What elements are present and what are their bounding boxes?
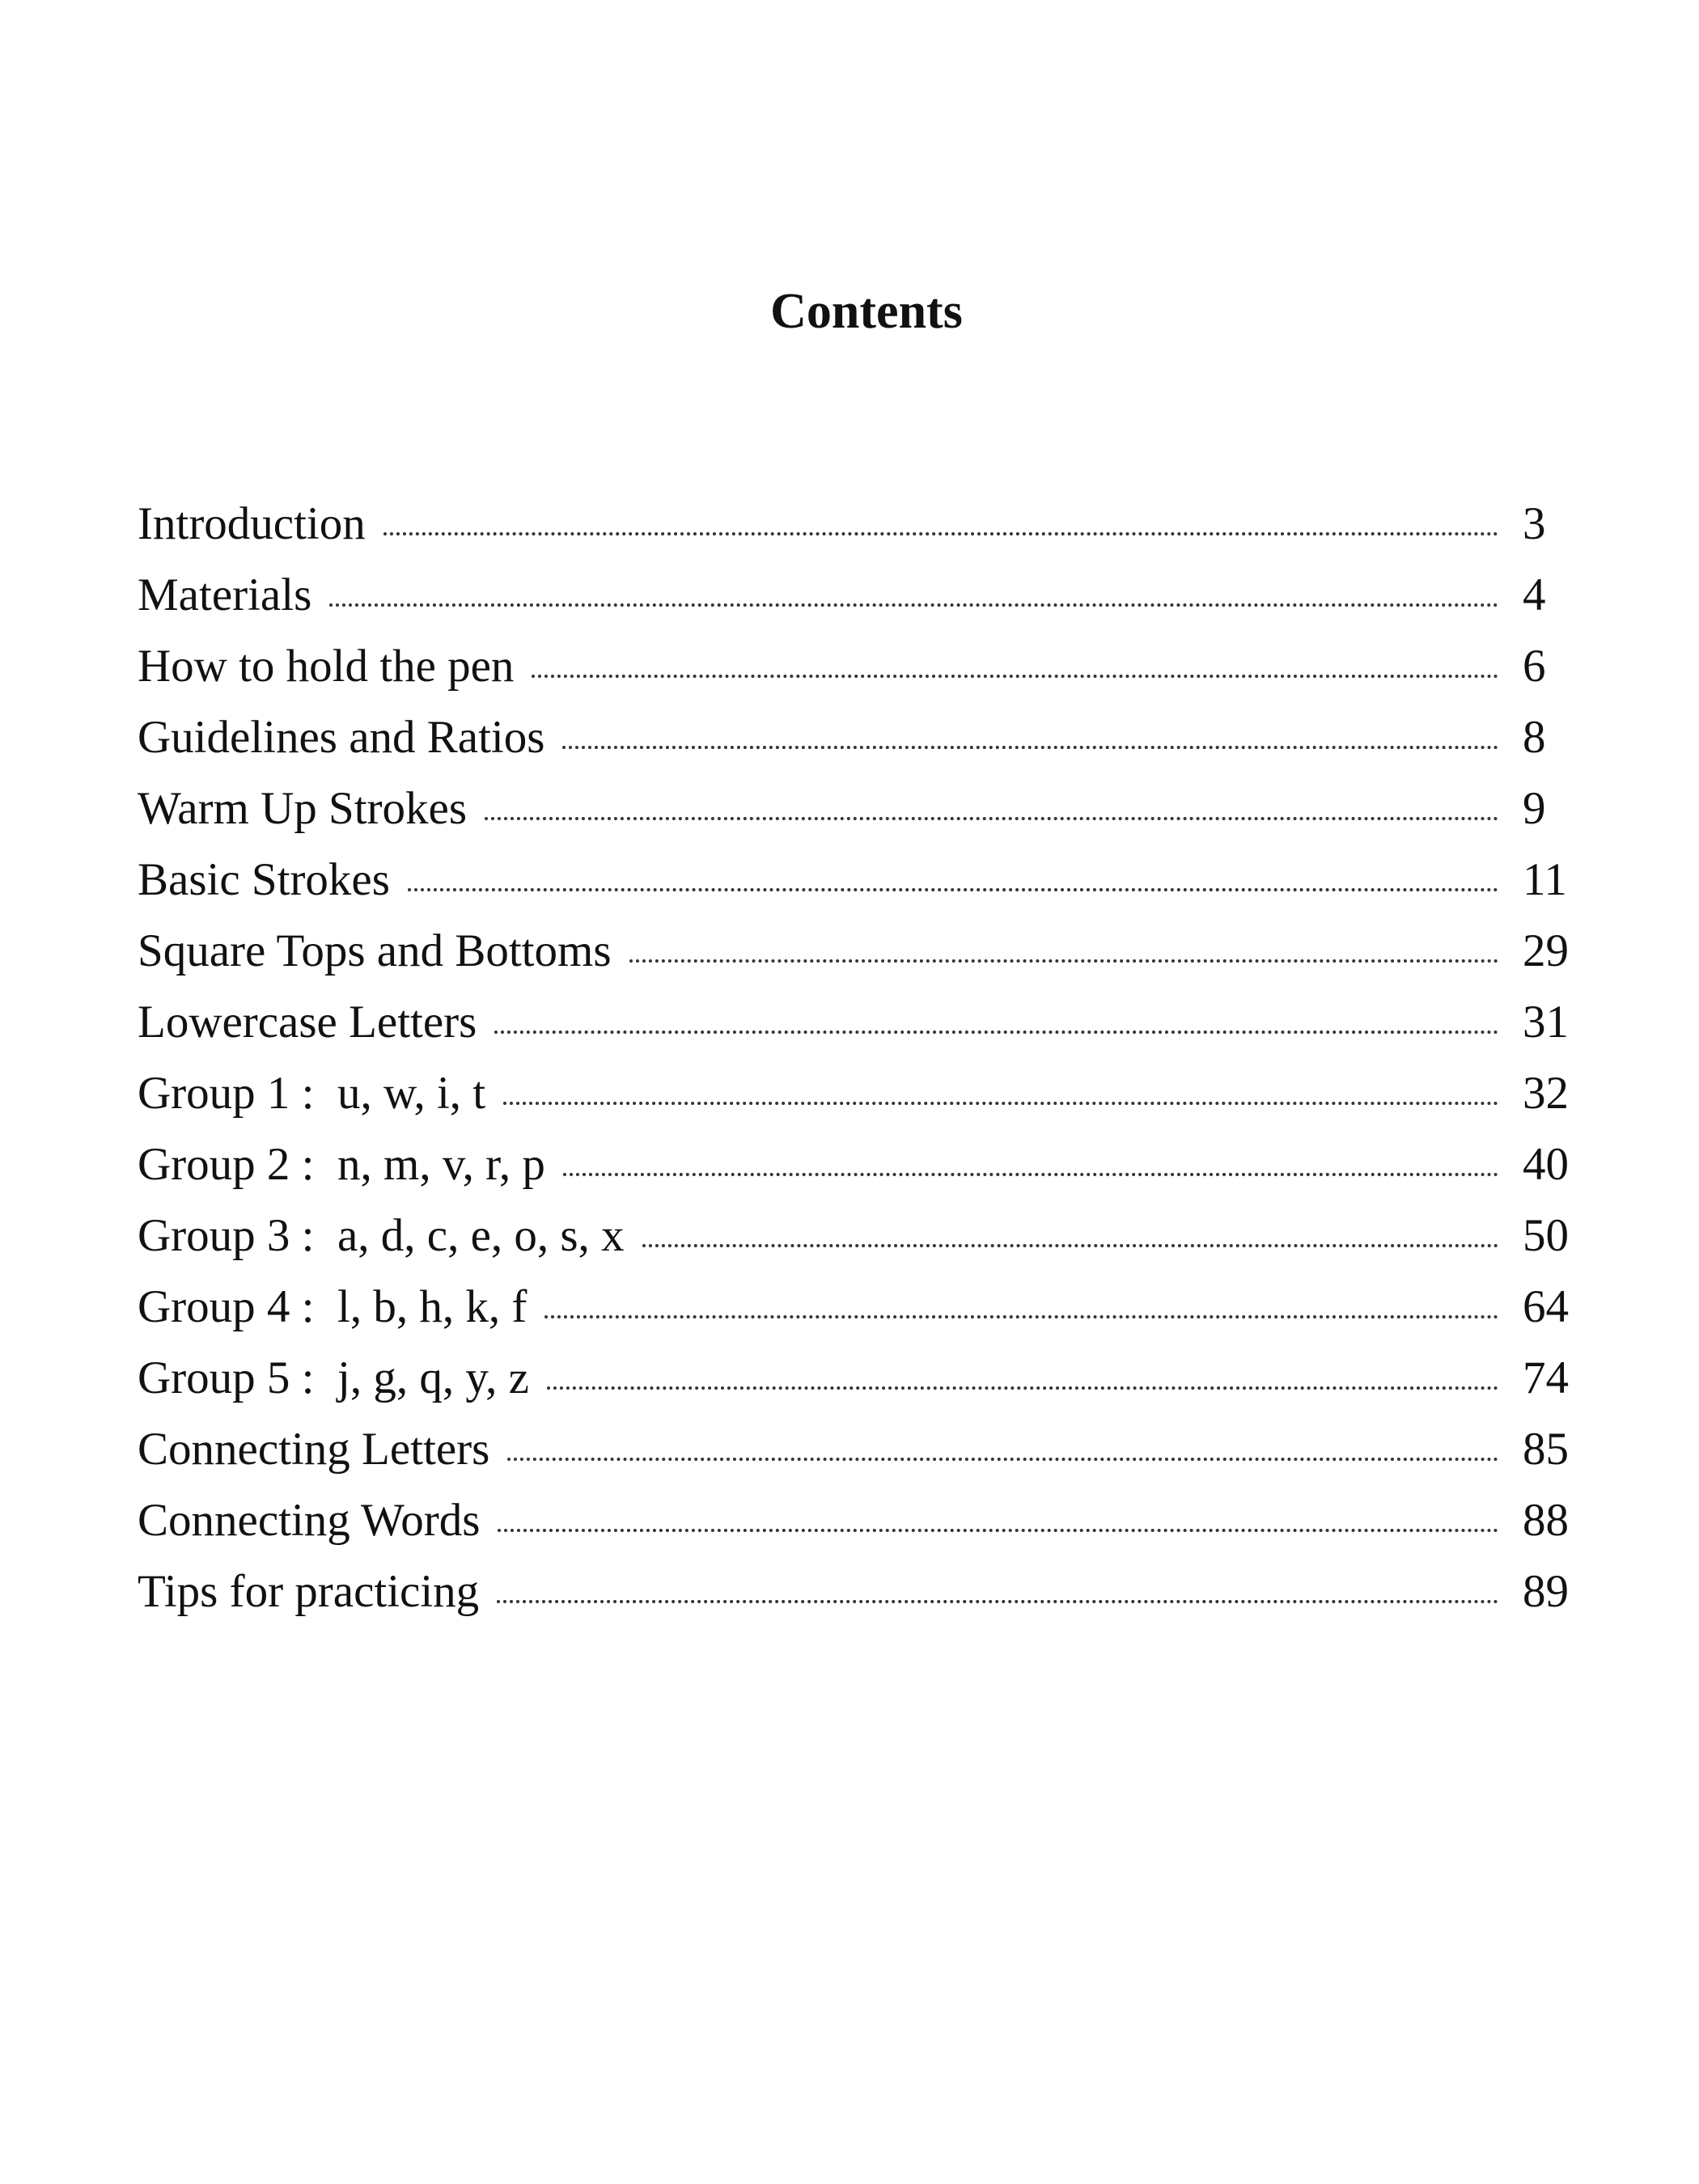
toc-entry-materials[interactable] — [138, 560, 1571, 631]
toc-entry-warm-up-strokes[interactable] — [138, 773, 1571, 844]
toc-entry-page: 11 — [1523, 854, 1567, 905]
toc-entry-title: Basic Strokes — [138, 854, 390, 905]
toc-entry-page: 64 — [1523, 1281, 1569, 1332]
dot-leader — [563, 1173, 1498, 1176]
toc-entry-page: 9 — [1523, 783, 1546, 834]
toc-entry-title: Group 2 : n, m, v, r, p — [138, 1139, 545, 1190]
toc-entry-page: 74 — [1523, 1352, 1569, 1403]
toc-entry-connecting-letters[interactable] — [138, 1414, 1571, 1485]
dot-leader — [507, 1458, 1498, 1461]
toc-entry-page: 40 — [1523, 1139, 1569, 1190]
toc-entry-title: Guidelines and Ratios — [138, 712, 545, 763]
toc-entry-title: Group 1 : u, w, i, t — [138, 1068, 486, 1119]
dot-leader — [329, 603, 1498, 607]
toc-entry-basic-strokes[interactable] — [138, 844, 1571, 916]
toc-entry-title: Materials — [138, 569, 312, 620]
toc-entry-page: 6 — [1523, 641, 1546, 692]
dot-leader — [629, 959, 1498, 963]
toc-entry-page: 32 — [1523, 1068, 1569, 1119]
toc-entry-lowercase-letters[interactable] — [138, 987, 1571, 1058]
dot-leader — [494, 1031, 1498, 1034]
dot-leader — [547, 1386, 1498, 1390]
toc-entry-guidelines-and-ratios[interactable] — [138, 702, 1571, 773]
toc-entry-group-1[interactable] — [138, 1058, 1571, 1129]
toc-entry-page: 4 — [1523, 569, 1546, 620]
dot-leader — [562, 746, 1498, 749]
toc-entry-group-5[interactable] — [138, 1343, 1571, 1414]
table-of-contents — [138, 489, 1571, 1627]
toc-entry-page: 8 — [1523, 712, 1546, 763]
dot-leader — [503, 1102, 1498, 1105]
toc-entry-title: Connecting Letters — [138, 1424, 490, 1475]
toc-entry-group-4[interactable] — [138, 1272, 1571, 1343]
toc-entry-page: 31 — [1523, 997, 1569, 1048]
toc-entry-page: 29 — [1523, 925, 1569, 976]
dot-leader — [544, 1315, 1498, 1318]
toc-entry-how-to-hold-the-pen[interactable] — [138, 631, 1571, 702]
toc-entry-page: 88 — [1523, 1495, 1569, 1546]
toc-entry-title: Group 4 : l, b, h, k, f — [138, 1281, 527, 1332]
page-title: Contents — [770, 284, 963, 339]
toc-entry-square-tops-and-bottoms[interactable] — [138, 916, 1571, 987]
toc-entry-page: 85 — [1523, 1424, 1569, 1475]
toc-entry-title: Group 5 : j, g, q, y, z — [138, 1352, 529, 1403]
dot-leader — [532, 675, 1498, 678]
toc-entry-group-2[interactable] — [138, 1129, 1571, 1200]
toc-entry-title: Lowercase Letters — [138, 997, 477, 1048]
toc-entry-group-3[interactable] — [138, 1200, 1571, 1272]
dot-leader — [642, 1244, 1498, 1247]
toc-entry-title: Group 3 : a, d, c, e, o, s, x — [138, 1210, 625, 1261]
toc-entry-title: Warm Up Strokes — [138, 783, 468, 834]
dot-leader — [485, 817, 1498, 820]
toc-entry-tips-for-practicing[interactable] — [138, 1556, 1571, 1627]
toc-entry-title: Connecting Words — [138, 1495, 481, 1546]
dot-leader — [383, 532, 1498, 535]
toc-entry-page: 89 — [1523, 1566, 1569, 1617]
dot-leader — [408, 888, 1498, 891]
toc-entry-page: 3 — [1523, 498, 1546, 549]
toc-entry-title: Square Tops and Bottoms — [138, 925, 612, 976]
toc-entry-introduction[interactable] — [138, 489, 1571, 560]
toc-entry-connecting-words[interactable] — [138, 1485, 1571, 1556]
dot-leader — [498, 1529, 1498, 1532]
dot-leader — [497, 1600, 1498, 1603]
toc-entry-title: Introduction — [138, 498, 366, 549]
toc-entry-title: Tips for practicing — [138, 1566, 480, 1617]
toc-entry-title: How to hold the pen — [138, 641, 515, 692]
toc-entry-page: 50 — [1523, 1210, 1569, 1261]
